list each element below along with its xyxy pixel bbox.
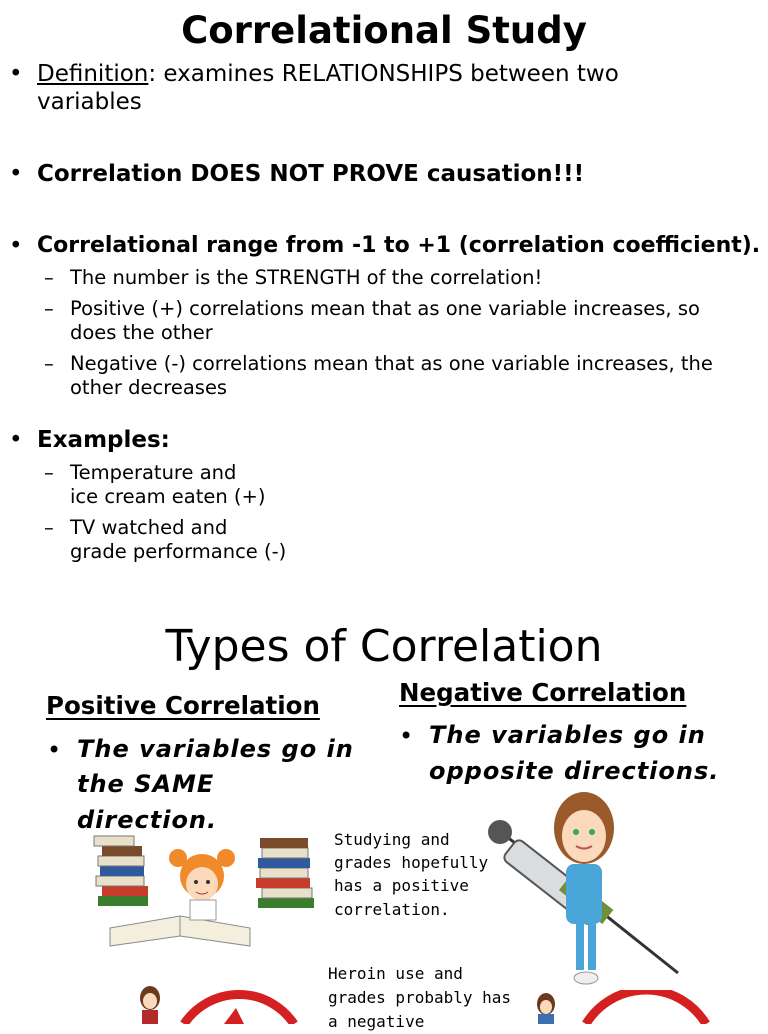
dash: – xyxy=(44,266,54,289)
example-2-line-2: grade performance (-) xyxy=(70,540,287,563)
slide-title: Correlational Study xyxy=(181,9,587,52)
no-sign-icon xyxy=(586,990,706,1024)
positive-heading: Positive Correlation xyxy=(46,691,320,720)
sub-positive-line-2: does the other xyxy=(70,321,213,344)
range-heading: Correlational range from -1 to +1 (correlation coefficient). xyxy=(37,233,761,258)
bottom-left-clipart xyxy=(132,980,302,1024)
study-note-line-3: has a positive xyxy=(334,876,469,895)
bullet: • xyxy=(47,736,62,764)
bullet: • xyxy=(399,722,414,750)
heroin-note-line-2: grades probably has xyxy=(328,988,512,1007)
example-1-line-1: Temperature and xyxy=(70,461,237,484)
sub-strength: The number is the STRENGTH of the correlation! xyxy=(70,266,543,289)
books-girl-clipart xyxy=(90,828,320,958)
slide-title: Types of Correlation xyxy=(165,621,603,672)
bullet: • xyxy=(9,427,23,453)
study-note-line-4: correlation. xyxy=(334,900,450,919)
study-note-line-1: Studying and xyxy=(334,830,450,849)
examples-heading: Examples: xyxy=(37,427,170,453)
example-1-line-2: ice cream eaten (+) xyxy=(70,485,266,508)
study-note-line-2: grades hopefully xyxy=(334,853,489,872)
bullet: • xyxy=(9,161,23,187)
positive-desc-line-2: the SAME xyxy=(77,770,215,798)
dash: – xyxy=(44,297,54,320)
nurse-syringe-clipart xyxy=(478,788,688,1000)
book-stack-left-icon xyxy=(94,836,148,906)
person-figure-icon xyxy=(140,986,160,1024)
dash: – xyxy=(44,352,54,375)
positive-desc-line-1: The variables go in xyxy=(77,735,354,763)
heroin-note-line-3: a negative xyxy=(328,1012,425,1031)
sub-negative-line-1: Negative (-) correlations mean that as one variable increases, the xyxy=(70,352,713,375)
positive-desc-line-3: direction. xyxy=(77,806,218,834)
person-figure-icon xyxy=(537,993,555,1024)
open-book-icon xyxy=(110,916,250,946)
bullet: • xyxy=(9,61,23,87)
dash: – xyxy=(44,516,54,539)
causation-statement: Correlation DOES NOT PROVE causation!!! xyxy=(37,161,585,187)
no-sign-icon xyxy=(184,994,294,1024)
heroin-note-line-1: Heroin use and xyxy=(328,964,463,983)
bullet: • xyxy=(9,233,23,259)
dash: – xyxy=(44,461,54,484)
book-stack-right-icon xyxy=(256,838,314,908)
sub-positive-line-1: Positive (+) correlations mean that as one variable increases, so xyxy=(70,297,700,320)
girl-reading-icon xyxy=(169,849,235,920)
definition-label: Definition xyxy=(37,61,149,87)
negative-heading: Negative Correlation xyxy=(399,678,687,707)
sub-negative-line-2: other decreases xyxy=(70,376,228,399)
definition-line-2: variables xyxy=(37,89,142,115)
slide-types-of-correlation xyxy=(0,600,768,1031)
example-2-line-1: TV watched and xyxy=(70,516,228,539)
definition-text: : examines RELATIONSHIPS between two xyxy=(148,61,619,87)
negative-desc-line-2: opposite directions. xyxy=(429,757,720,785)
bottom-right-clipart xyxy=(530,990,720,1024)
definition-line-1 xyxy=(37,60,619,88)
negative-desc-line-1: The variables go in xyxy=(429,721,706,749)
